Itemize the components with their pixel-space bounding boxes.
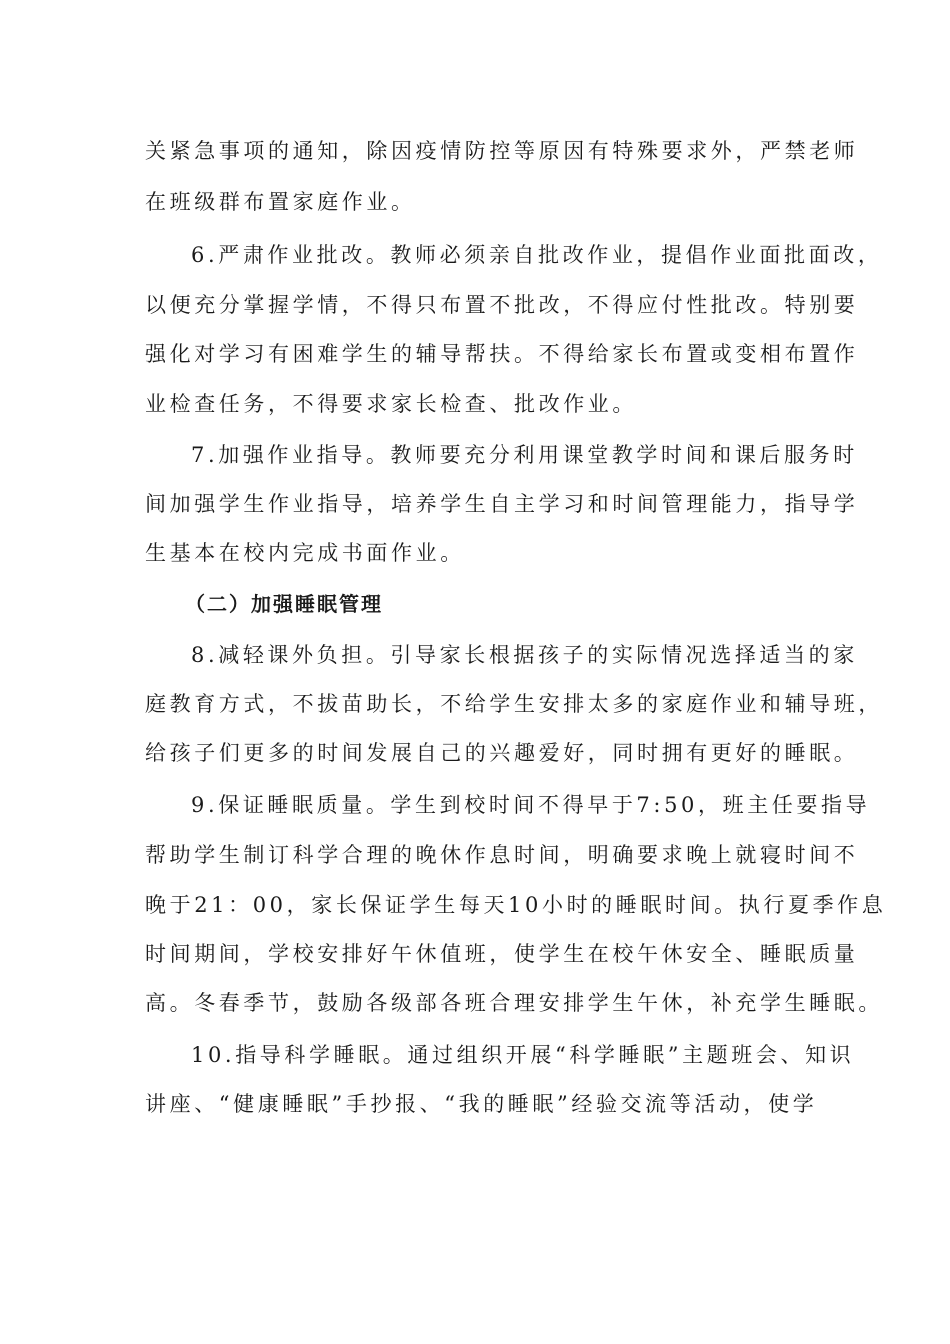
paragraph-7-line: 7.加强作业指导。教师要充分利用课堂教学时间和课后服务时 bbox=[191, 443, 858, 467]
paragraph-6-line: 以便充分掌握学情，不得只布置不批改，不得应付性批改。特别要 bbox=[145, 293, 859, 317]
paragraph-10-line: 10.指导科学睡眠。通过组织开展“科学睡眠”主题班会、知识 bbox=[191, 1043, 855, 1067]
paragraph-9-line: 帮助学生制订科学合理的晚休作息时间，明确要求晚上就寝时间不 bbox=[145, 843, 859, 867]
paragraph-9-line: 晚于21：00，家长保证学生每天10小时的睡眠时间。执行夏季作息 bbox=[145, 893, 887, 917]
paragraph-6-line: 强化对学习有困难学生的辅导帮扶。不得给家长布置或变相布置作 bbox=[145, 342, 859, 366]
paragraph-9-line: 时间期间，学校安排好午休值班，使学生在校午休安全、睡眠质量 bbox=[145, 942, 859, 966]
paragraph-9-line: 高。冬春季节，鼓励各级部各班合理安排学生午休，补充学生睡眠。 bbox=[145, 991, 883, 1015]
text-line: 在班级群布置家庭作业。 bbox=[145, 190, 416, 214]
paragraph-7-line: 间加强学生作业指导，培养学生自主学习和时间管理能力，指导学 bbox=[145, 492, 859, 516]
paragraph-8-line: 庭教育方式，不拔苗助长，不给学生安排太多的家庭作业和辅导班， bbox=[145, 692, 883, 716]
text-line: 关紧急事项的通知，除因疫情防控等原因有特殊要求外，严禁老师 bbox=[145, 139, 859, 163]
section-heading: （二）加强睡眠管理 bbox=[185, 592, 383, 616]
paragraph-10-line: 讲座、“健康睡眠”手抄报、“我的睡眠”经验交流等活动，使学 bbox=[145, 1092, 818, 1116]
paragraph-6-line: 6.严肃作业批改。教师必须亲自批改作业，提倡作业面批面改， bbox=[191, 243, 883, 267]
paragraph-6-line: 业检查任务，不得要求家长检查、批改作业。 bbox=[145, 392, 637, 416]
paragraph-8-line: 给孩子们更多的时间发展自己的兴趣爱好，同时拥有更好的睡眠。 bbox=[145, 741, 859, 765]
paragraph-9-line: 9.保证睡眠质量。学生到校时间不得早于7:50，班主任要指导 bbox=[191, 793, 871, 817]
paragraph-8-line: 8.减轻课外负担。引导家长根据孩子的实际情况选择适当的家 bbox=[191, 643, 858, 667]
paragraph-7-line: 生基本在校内完成书面作业。 bbox=[145, 541, 465, 565]
